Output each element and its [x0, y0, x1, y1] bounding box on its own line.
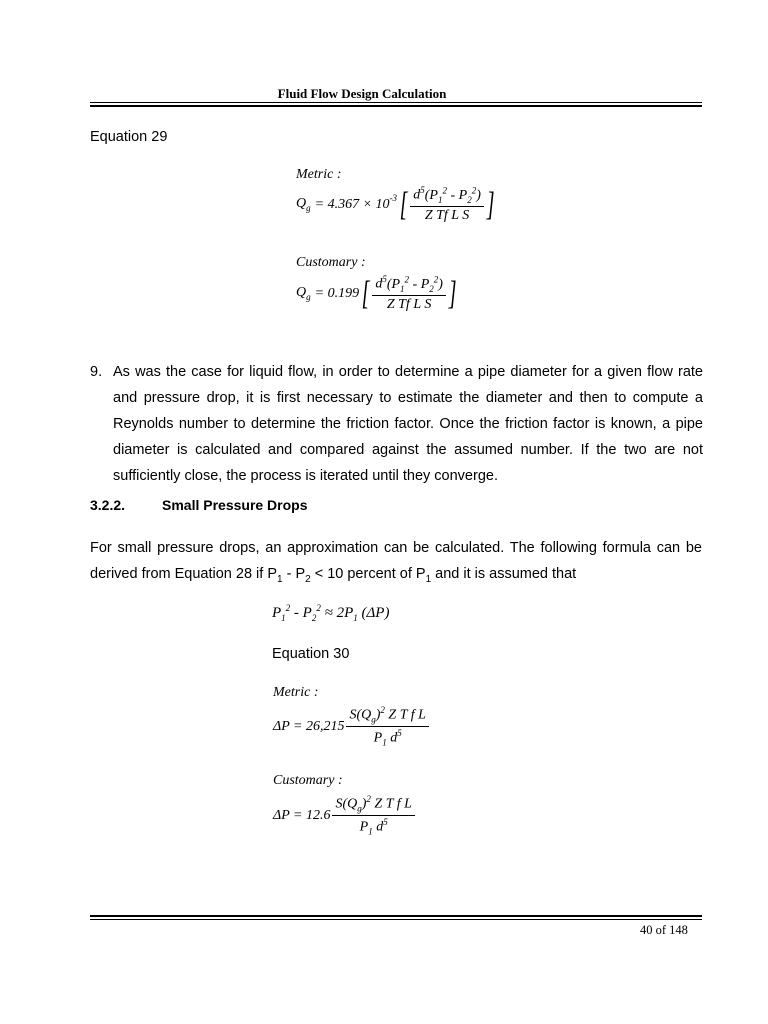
section-paragraph: For small pressure drops, an approximation can be calculated. The following formula can be derived from Equation 28 if $P_1 - P_2 < 10$ percent of $P_1$ and it is assumed that	[90, 540, 702, 585]
footer-rule-thin	[90, 919, 702, 920]
eq29-metric-formula: $Q_g$ = 4.367 × 10 $^{-3}$ [ $\frac{d^5(P_1^2 - P_2^2)}{\text{Z Tf L S}}$ ]	[296, 185, 495, 224]
equation-30-label: Equation 30	[272, 646, 350, 662]
approximation-formula: $P_1^2 - P_2^2 \approx 2P_1$ (ΔP)	[272, 603, 390, 623]
header-rule-thick	[90, 105, 702, 107]
eq30-customary-label: Customary :	[273, 773, 343, 788]
eq30-metric-label: Metric :	[273, 685, 319, 700]
header-rule-thin	[90, 102, 702, 103]
eq30-metric-formula: ΔP = 26,215 $\frac{S(Q_g)^2 Z T f L}{P_1 d^5}$	[273, 706, 429, 748]
page-number: 40 of 148	[640, 923, 688, 937]
page-header-title: Fluid Flow Design Calculation	[277, 86, 447, 101]
section-title: Small Pressure Drops	[162, 497, 308, 513]
eq30-customary-formula: ΔP = 12.6 $\frac{S(Q_g)^2 Z T f L}{P_1 d^5}$	[273, 795, 415, 837]
eq29-customary-formula: $Q_g$ = 0.199 [ $\frac{d^5(P_1^2 - P_2^2)}{\text{Z Tf L S}}$ ]	[296, 274, 457, 313]
section-number: 3.2.2.	[90, 497, 126, 513]
eq29-customary-label: Customary :	[296, 255, 366, 270]
list-item-text: As was the case for liquid flow, in order to determine a pipe diameter for a given flow rate and pressure drop, it is first necessary to estimate the diameter and then to compute a Reynolds number to determine the friction factor. Once the friction factor is known, a pipe diameter is calculated and compared against the assumed number. If the two are not sufficiently close, the process is iterated until they converge.	[113, 364, 703, 484]
footer-rule-thick	[90, 915, 702, 917]
list-item-number: 9.	[90, 364, 103, 380]
equation-29-label: Equation 29	[90, 129, 168, 145]
eq29-metric-label: Metric :	[296, 167, 342, 182]
